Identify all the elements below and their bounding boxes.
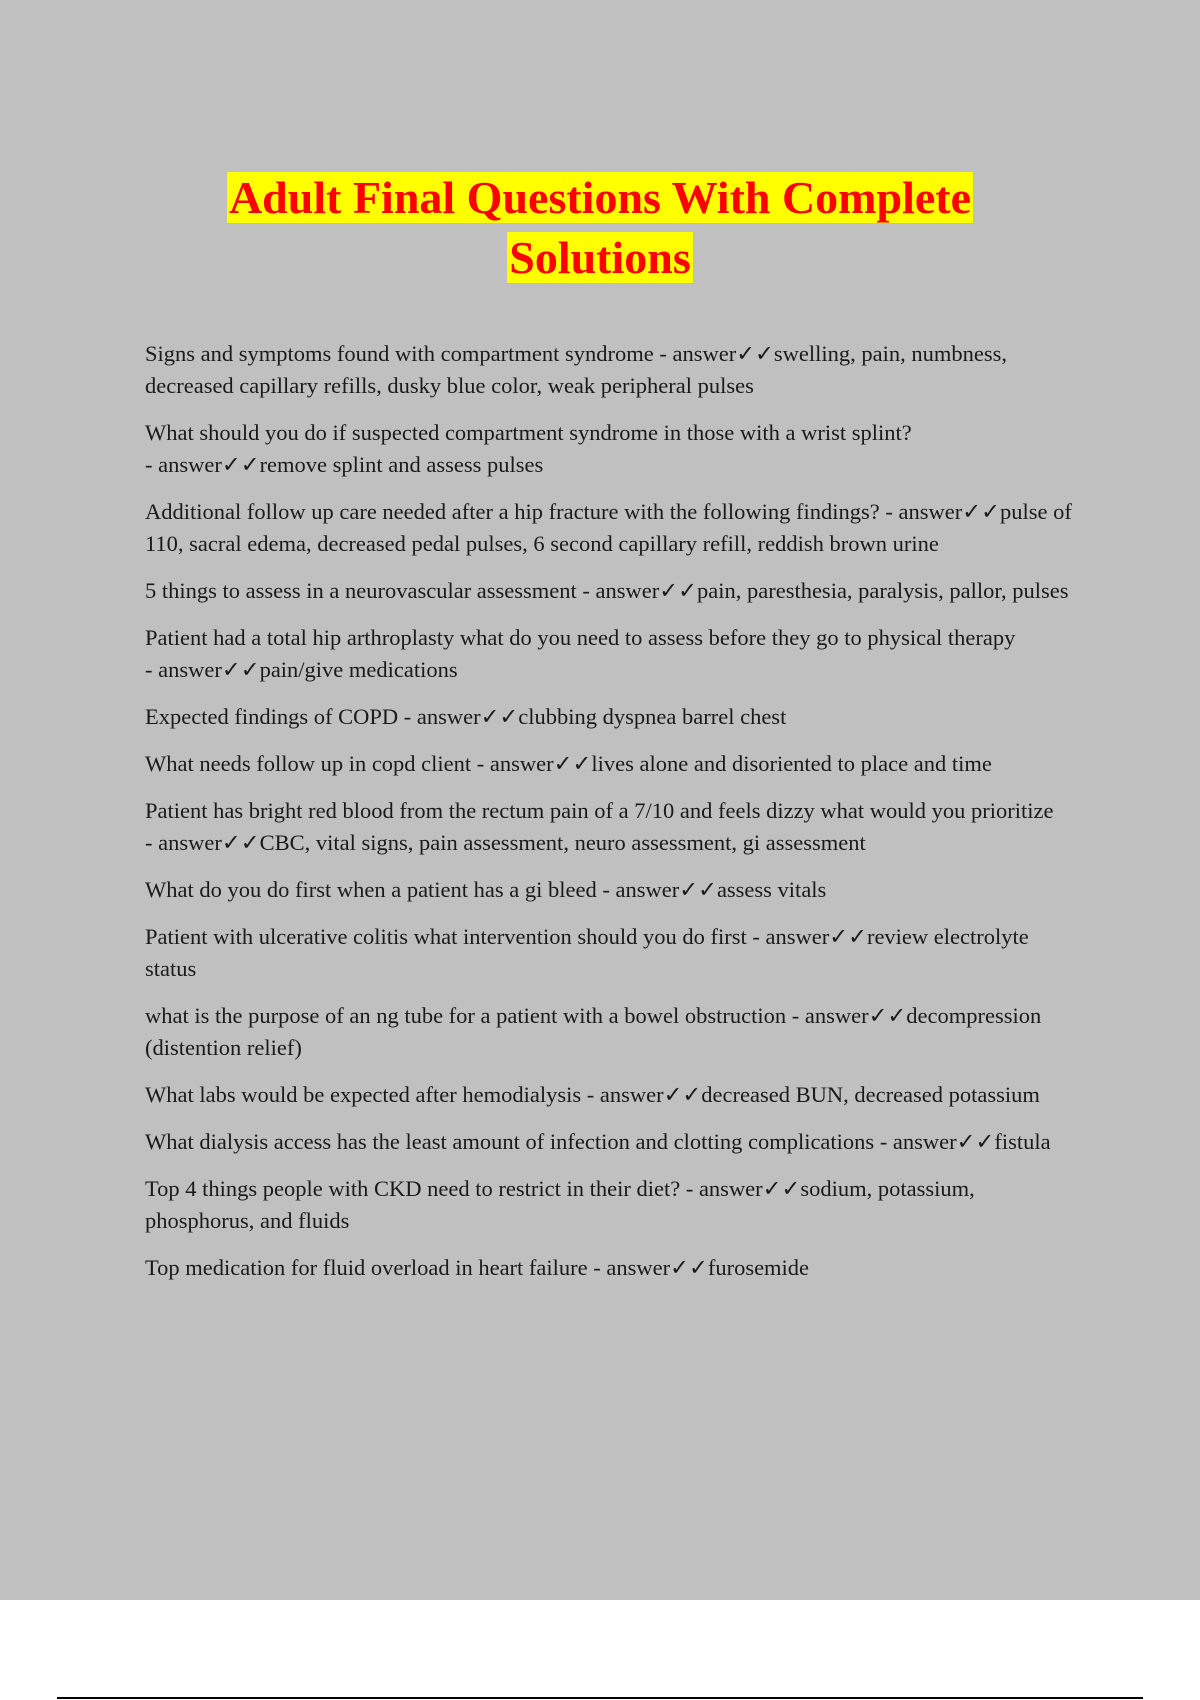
question-text: Patient has bright red blood from the rectum pain of a 7/10 and feels dizzy what would you prioritize xyxy=(145,798,1054,823)
answer-label: - answer xyxy=(653,341,737,366)
answer-label: - answer xyxy=(587,1255,671,1280)
answer-separator xyxy=(588,1255,708,1280)
double-check-icon: ✓✓ xyxy=(736,341,774,366)
title-line-1: Adult Final Questions With Complete xyxy=(228,172,972,223)
question-text: Signs and symptoms found with compartment syndrome xyxy=(145,341,654,366)
question-text: Top 4 things people with CKD need to restrict in their diet? xyxy=(145,1176,681,1201)
answer-text: pulse of 110, sacral edema, decreased pedal pulses, 6 second capillary refill, reddish brown urine xyxy=(145,499,1072,556)
answer-separator xyxy=(581,1082,701,1107)
answer-label: - answer xyxy=(596,877,680,902)
answer-label: - answer xyxy=(471,751,554,776)
qa-item xyxy=(145,1173,1085,1237)
answer-text: furosemide xyxy=(707,1255,810,1280)
qa-item xyxy=(145,496,1085,560)
answer-text: CBC, vital signs, pain assessment, neuro assessment, gi assessment xyxy=(259,830,866,855)
double-check-icon: ✓✓ xyxy=(221,452,260,477)
answer-separator xyxy=(597,877,717,902)
double-check-icon: ✓✓ xyxy=(553,751,592,776)
title-line-2: Solutions xyxy=(509,232,691,283)
double-check-icon: ✓✓ xyxy=(868,1003,907,1028)
question-text: What dialysis access has the least amount of infection and clotting complications xyxy=(145,1129,875,1154)
question-text: What labs would be expected after hemodialysis xyxy=(145,1082,582,1107)
double-check-icon: ✓✓ xyxy=(221,830,260,855)
double-check-icon: ✓✓ xyxy=(480,704,519,729)
double-check-icon: ✓✓ xyxy=(762,1176,801,1201)
answer-text: pain, paresthesia, paralysis, pallor, pulses xyxy=(696,578,1069,603)
qa-item xyxy=(145,1126,1085,1158)
double-check-icon: ✓✓ xyxy=(670,1255,708,1280)
answer-label: - answer xyxy=(746,924,830,949)
double-check-icon: ✓✓ xyxy=(829,924,867,949)
answer-separator xyxy=(786,1003,906,1028)
answer-label: - answer xyxy=(581,1082,664,1107)
answer-separator xyxy=(654,341,774,366)
answer-label: - answer xyxy=(874,1129,957,1154)
double-check-icon: ✓✓ xyxy=(679,877,717,902)
question-text: What should you do if suspected compartment syndrome in those with a wrist splint? xyxy=(145,420,912,445)
question-text: Patient with ulcerative colitis what intervention should you do first xyxy=(145,924,747,949)
qa-item xyxy=(145,874,1085,906)
answer-separator xyxy=(880,499,1000,524)
answer-separator xyxy=(145,657,260,682)
double-check-icon: ✓✓ xyxy=(221,657,260,682)
answer-text: sodium, potassium, phosphorus, and fluids xyxy=(145,1176,975,1233)
qa-item xyxy=(145,921,1085,985)
answer-separator xyxy=(680,1176,800,1201)
answer-label: - answer xyxy=(786,1003,869,1028)
answer-text: pain/give medications xyxy=(259,657,458,682)
question-text: Expected findings of COPD xyxy=(145,704,399,729)
qa-item xyxy=(145,338,1085,402)
answer-text: swelling, pain, numbness, decreased capillary refills, dusky blue color, weak peripheral pulses xyxy=(145,341,1008,398)
answer-text: fistula xyxy=(994,1129,1051,1154)
qa-item xyxy=(145,417,1085,481)
answer-label: - answer xyxy=(576,578,660,603)
question-text: what is the purpose of an ng tube for a patient with a bowel obstruction xyxy=(145,1003,787,1028)
answer-text: remove splint and assess pulses xyxy=(259,452,544,477)
qa-item xyxy=(145,1252,1085,1284)
answer-label: - answer xyxy=(145,830,222,855)
answer-text: decompression (distention relief) xyxy=(145,1003,1042,1060)
answer-label: - answer xyxy=(879,499,963,524)
answer-label: - answer xyxy=(145,657,222,682)
answer-separator xyxy=(471,751,591,776)
qa-item xyxy=(145,701,1085,733)
qa-item xyxy=(145,748,1085,780)
answer-text: clubbing dyspnea barrel chest xyxy=(518,704,787,729)
answer-separator xyxy=(747,924,867,949)
answer-separator xyxy=(874,1129,994,1154)
double-check-icon: ✓✓ xyxy=(956,1129,995,1154)
qa-item xyxy=(145,1000,1085,1064)
footer-divider xyxy=(57,1697,1143,1699)
question-text: What needs follow up in copd client xyxy=(145,751,472,776)
title-heading xyxy=(0,168,1200,288)
qa-item xyxy=(145,575,1085,607)
answer-separator xyxy=(577,578,697,603)
answer-label: - answer xyxy=(398,704,481,729)
double-check-icon: ✓✓ xyxy=(962,499,1000,524)
question-answer-list xyxy=(145,338,1085,1299)
qa-item xyxy=(145,622,1085,686)
answer-text: lives alone and disoriented to place and time xyxy=(591,751,992,776)
qa-item xyxy=(145,1079,1085,1111)
question-text: 5 things to assess in a neurovascular assessment xyxy=(145,578,577,603)
question-text: Additional follow up care needed after a hip fracture with the following findings? xyxy=(145,499,880,524)
answer-text: assess vitals xyxy=(716,877,827,902)
answer-separator xyxy=(398,704,518,729)
answer-text: decreased BUN, decreased potassium xyxy=(701,1082,1040,1107)
document-title xyxy=(0,168,1200,288)
double-check-icon: ✓✓ xyxy=(663,1082,702,1107)
question-text: Top medication for fluid overload in heart failure xyxy=(145,1255,588,1280)
answer-separator xyxy=(145,452,260,477)
answer-label: - answer xyxy=(145,452,222,477)
qa-item xyxy=(145,795,1085,859)
question-text: Patient had a total hip arthroplasty what do you need to assess before they go to physical therapy xyxy=(145,625,1016,650)
answer-text: review electrolyte status xyxy=(145,924,1029,981)
question-text: What do you do first when a patient has a gi bleed xyxy=(145,877,597,902)
double-check-icon: ✓✓ xyxy=(659,578,697,603)
answer-separator xyxy=(145,830,260,855)
answer-label: - answer xyxy=(680,1176,763,1201)
